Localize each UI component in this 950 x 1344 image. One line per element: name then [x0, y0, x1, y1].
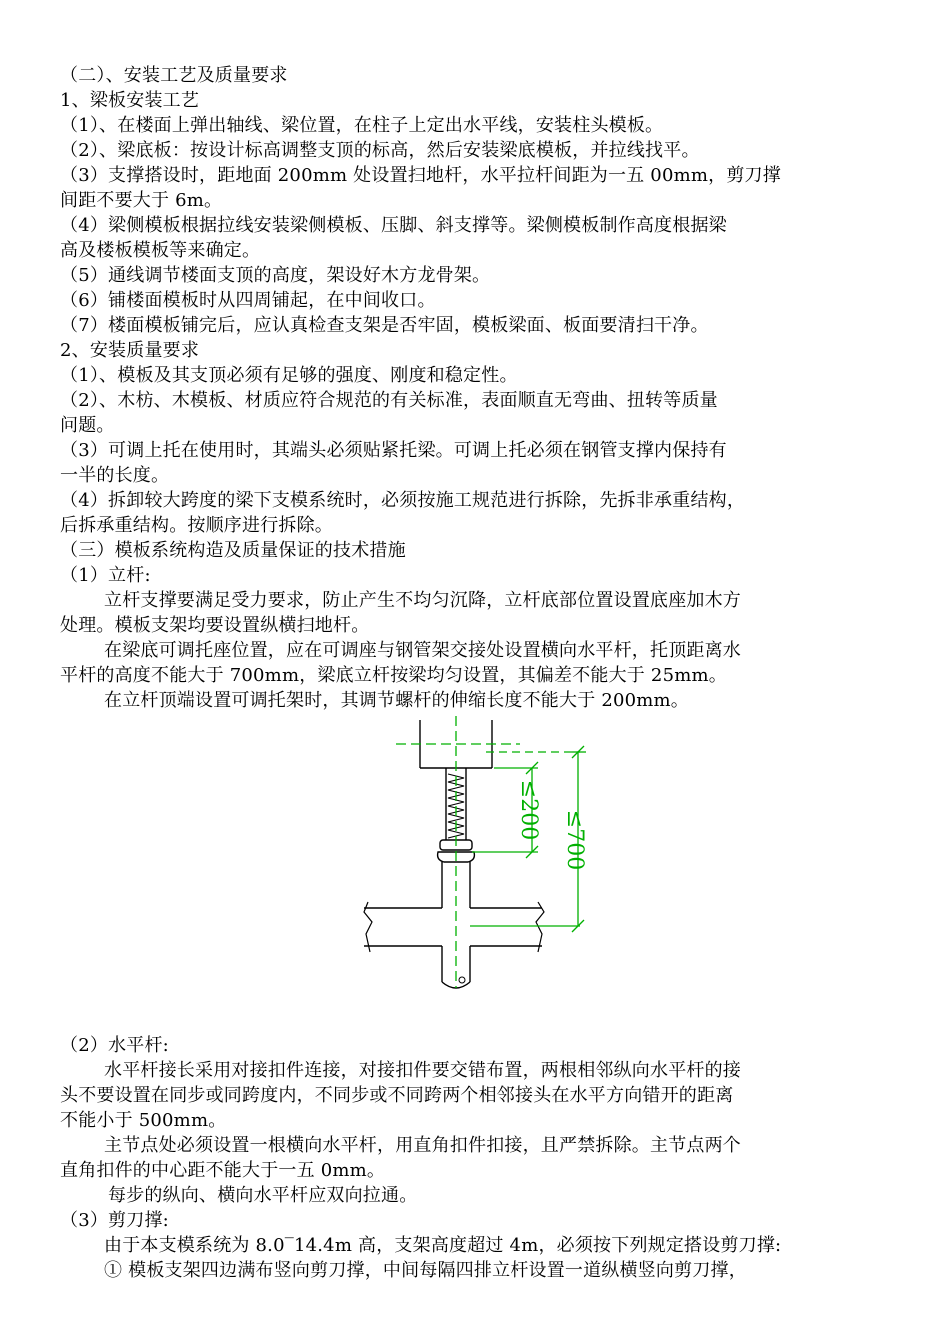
paragraph-line: 一半的长度。 — [60, 465, 170, 486]
paragraph-line: 立杆支撑要满足受力要求，防止产生不均匀沉降，立杆底部位置设置底座加木方 — [104, 590, 741, 611]
paragraph-line: 不能小于 500mm。 — [60, 1110, 227, 1131]
subsection-title-quality: 2、安装质量要求 — [60, 340, 200, 361]
paragraph-line: （1）、模板及其支顶必须有足够的强度、刚度和稳定性。 — [60, 365, 518, 386]
paragraph-line: 直角扣件的中心距不能大于一五 0mm。 — [60, 1160, 386, 1181]
section-heading-measures: （三）模板系统构造及质量保证的技术措施 — [60, 540, 406, 561]
paragraph-line: 问题。 — [60, 415, 115, 436]
subsection-title-beam-slab: 1、梁板安装工艺 — [60, 90, 200, 111]
paragraph-line: （6）铺楼面模板时从四周铺起，在中间收口。 — [60, 290, 436, 311]
paragraph-line: （2）、木枋、木模板、材质应符合规范的有关标准，表面顺直无弯曲、扭转等质量 — [60, 390, 718, 411]
paragraph-line: 水平杆接长采用对接扣件连接，对接扣件要交错布置，两根相邻纵向水平杆的接 — [104, 1060, 741, 1081]
paragraph-line: 头不要设置在同步或同跨度内，不同步或不同跨两个相邻接头在水平方向错开的距离 — [60, 1085, 734, 1106]
paragraph-line: （3）支撑搭设时，距地面 200mm 处设置扫地杆，水平拉杆间距为一五 00mm，剪刀撑 — [60, 165, 781, 186]
paragraph-line: （2）、梁底板：按设计标高调整支顶的标高，然后安装梁底模板，并拉线找平。 — [60, 140, 700, 161]
paragraph-line: 每步的纵向、横向水平杆应双向拉通。 — [108, 1185, 418, 1206]
paragraph-line: 平杆的高度不能大于 700mm，梁底立杆按梁均匀设置，其偏差不能大于 25mm。 — [60, 665, 727, 686]
paragraph-line: 间距不要大于 6m。 — [60, 190, 223, 211]
section-heading-installation: （二）、安装工艺及质量要求 — [60, 65, 288, 86]
paragraph-line: 在梁底可调托座位置，应在可调座与钢管架交接处设置横向水平杆，托顶距离水 — [104, 640, 741, 661]
subsection-title-bracing: （3）剪刀撑: — [60, 1210, 169, 1231]
paragraph-line: （5）通线调节楼面支顶的高度，架设好木方龙骨架。 — [60, 265, 491, 286]
paragraph-line: 高及楼板模板等来确定。 — [60, 240, 261, 261]
paragraph-line: 处理。模板支架均要设置纵横扫地杆。 — [60, 615, 370, 636]
paragraph-line: 在立杆顶端设置可调托架时，其调节螺杆的伸缩长度不能大于 200mm。 — [104, 690, 690, 711]
paragraph-line: 主节点处必须设置一根横向水平杆，用直角扣件扣接，且严禁拆除。主节点两个 — [104, 1135, 741, 1156]
subsection-title-upright: （1）立杆: — [60, 565, 151, 586]
paragraph-line: 由于本支模系统为 8.0‾14.4m 高，支架高度超过 4m，必须按下列规定搭设剪刀撑: — [104, 1235, 782, 1256]
dimension-label-200: ≤200 — [516, 779, 541, 841]
paragraph-line: （4）梁侧模板根据拉线安装梁侧模板、压脚、斜支撑等。梁侧模板制作高度根据梁 — [60, 215, 727, 236]
dimension-label-700: ≤700 — [562, 809, 587, 871]
paragraph-line: 后拆承重结构。按顺序进行拆除。 — [60, 515, 333, 536]
paragraph-line: （3）可调上托在使用时，其端头必须贴紧托梁。可调上托必须在钢管支撑内保持有 — [60, 440, 727, 461]
paragraph-line: （1）、在楼面上弹出轴线、梁位置，在柱子上定出水平线，安装柱头模板。 — [60, 115, 664, 136]
paragraph-line: （4）拆卸较大跨度的梁下支模系统时，必须按施工规范进行拆除，先拆非承重结构， — [60, 490, 746, 511]
adjustable-support-diagram — [340, 712, 600, 992]
paragraph-line: （7）楼面模板铺完后，应认真检查支架是否牢固，模板梁面、板面要清扫干净。 — [60, 315, 709, 336]
paragraph-line: ① 模板支架四边满布竖向剪刀撑，中间每隔四排立杆设置一道纵横竖向剪刀撑， — [104, 1260, 747, 1281]
subsection-title-horizontal: （2）水平杆: — [60, 1035, 169, 1056]
